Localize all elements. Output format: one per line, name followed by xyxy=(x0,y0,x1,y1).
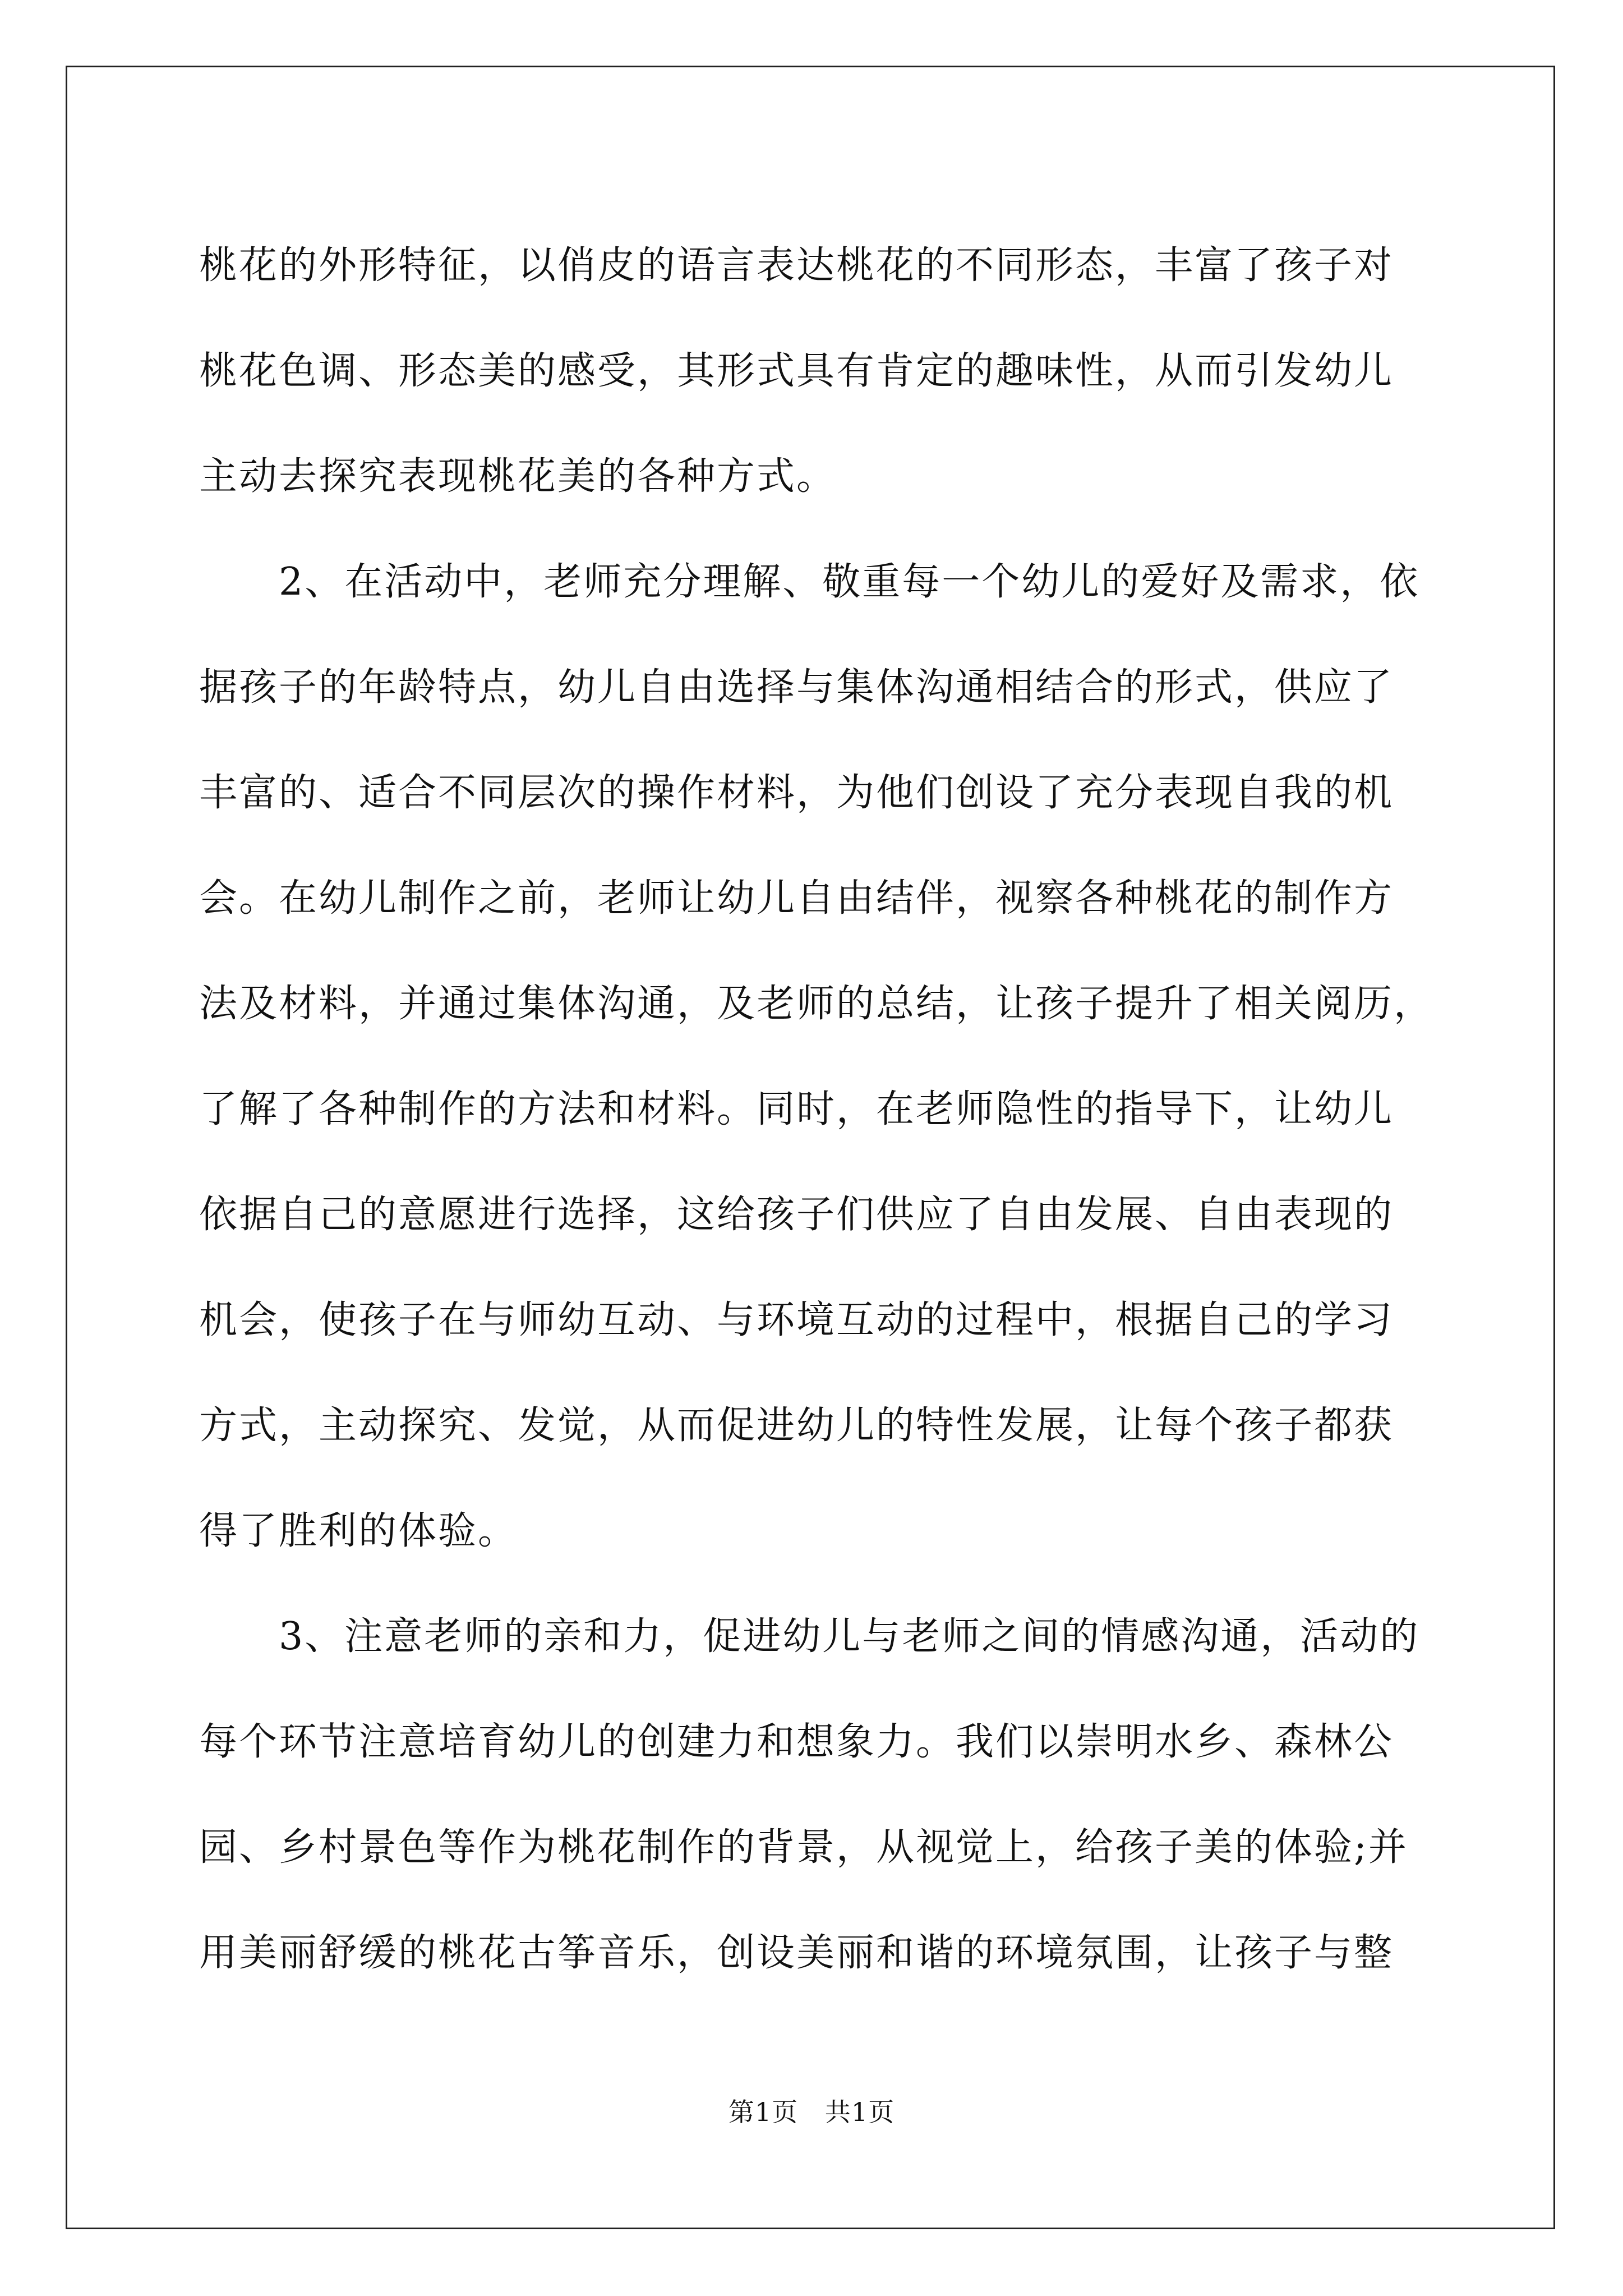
page-number: 第1页 xyxy=(728,2097,799,2127)
body-line: 2、在活动中，老师充分理解、敬重每一个幼儿的爱好及需求，依 xyxy=(199,560,1420,604)
body-line: 得了胜利的体验。 xyxy=(199,1509,518,1553)
body-line: 据孩子的年龄特点，幼儿自由选择与集体沟通相结合的形式，供应了 xyxy=(199,665,1394,710)
body-line: 法及材料，并通过集体沟通，及老师的总结，让孩子提升了相关阅历， xyxy=(199,982,1434,1026)
body-line: 3、注意老师的亲和力，促进幼儿与老师之间的情感沟通，活动的 xyxy=(199,1614,1420,1659)
body-line: 了解了各种制作的方法和材料。同时，在老师隐性的指导下，让幼儿 xyxy=(199,1087,1394,1131)
body-line: 桃花色调、形态美的感受，其形式具有肯定的趣味性，从而引发幼儿 xyxy=(199,349,1394,393)
body-line: 方式，主动探究、发觉，从而促进幼儿的特性发展，让每个孩子都获 xyxy=(199,1404,1394,1448)
body-line: 丰富的、适合不同层次的操作材料，为他们创设了充分表现自我的机 xyxy=(199,771,1394,815)
body-line: 桃花的外形特征，以俏皮的语言表达桃花的不同形态，丰富了孩子对 xyxy=(199,243,1394,288)
page-total: 共1页 xyxy=(824,2097,895,2127)
body-line: 用美丽舒缓的桃花古筝音乐，创设美丽和谐的环境氛围，让孩子与整 xyxy=(199,1931,1394,1975)
document-body xyxy=(199,213,1433,2006)
body-line: 主动去探究表现桃花美的各种方式。 xyxy=(199,454,837,499)
body-line: 机会，使孩子在与师幼互动、与环境互动的过程中，根据自己的学习 xyxy=(199,1298,1394,1342)
body-line: 依据自己的意愿进行选择，这给孩子们供应了自由发展、自由表现的 xyxy=(199,1193,1394,1237)
body-line: 园、乡村景色等作为桃花制作的背景，从视觉上，给孩子美的体验;并 xyxy=(199,1825,1408,1870)
body-line: 每个环节注意培育幼儿的创建力和想象力。我们以崇明水乡、森林公 xyxy=(199,1720,1394,1764)
page-footer xyxy=(0,2095,1623,2129)
body-line: 会。在幼儿制作之前，老师让幼儿自由结伴，视察各种桃花的制作方 xyxy=(199,876,1394,921)
